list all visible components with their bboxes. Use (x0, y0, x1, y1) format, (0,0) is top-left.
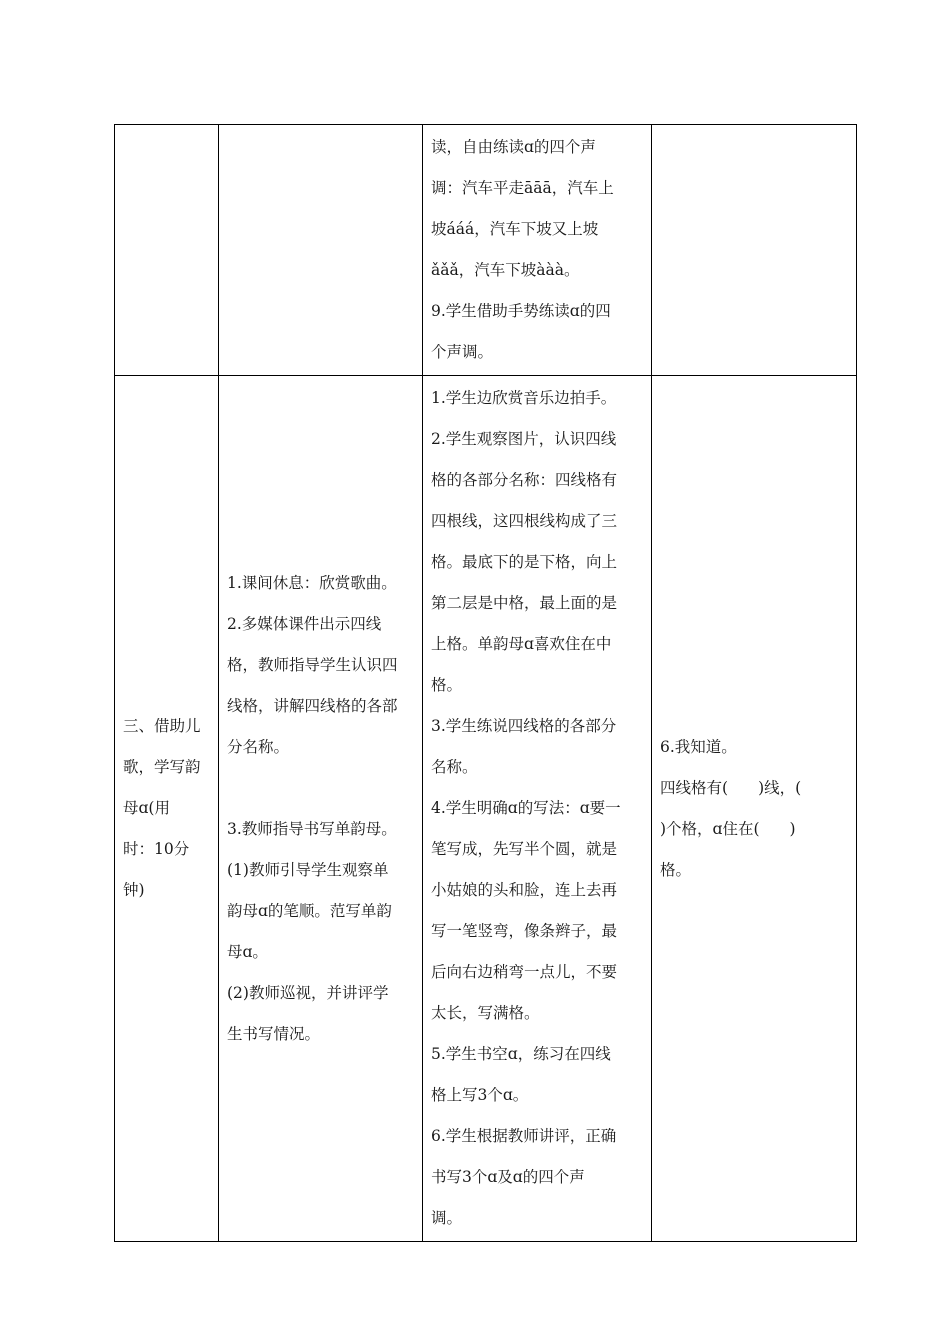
stage-cell (115, 376, 219, 1242)
text-line: 时：10分 (123, 840, 190, 858)
text-line (660, 768, 848, 809)
table-row (115, 125, 857, 376)
text-line: 分名称。 (227, 737, 290, 756)
text-line: 格的各部分名称：四线格有 (431, 471, 618, 489)
text-line: (1)教师引导学生观察单 (227, 860, 389, 879)
text-line: 书写3个ɑ及ɑ的四个声 (431, 1168, 585, 1186)
text-line: 四根线，这四根线构成了三 (431, 512, 618, 530)
text-line: 三、借助儿 (123, 717, 201, 735)
lesson-plan-table (114, 124, 857, 1242)
exercise-cell (652, 376, 857, 1242)
text-line: 6.学生根据教师讲评，正确 (431, 1127, 617, 1145)
text-line: 母ɑ。 (227, 942, 268, 961)
text-line: 第二层是中格，最上面的是 (431, 594, 618, 612)
text-line (660, 809, 848, 850)
text-line: ǎǎǎ，汽车下坡ààà。 (431, 261, 580, 279)
text-line: 太长，写满格。 (431, 1004, 540, 1022)
text-line: 线格，讲解四线格的各部 (227, 696, 398, 715)
text-line: 读，自由练读ɑ的四个声 (431, 138, 596, 156)
text-line: 坡ááá，汽车下坡又上坡 (431, 220, 599, 238)
blank-prefix: )个格，ɑ住在( (660, 819, 760, 838)
text-line: 生书写情况。 (227, 1024, 321, 1043)
text-line: 后向右边稍弯一点儿，不要 (431, 963, 618, 981)
text-line: 4.学生明确ɑ的写法：ɑ要一 (431, 799, 621, 817)
text-line: 名称。 (431, 758, 478, 776)
text-line: 格。最底下的是下格，向上 (431, 553, 618, 571)
text-line: 歌，学写韵 (123, 758, 201, 776)
text-line: 格。 (660, 860, 692, 879)
text-line: 写一笔竖弯，像条辫子，最 (431, 922, 618, 940)
text-line: 上格。单韵母ɑ喜欢住在中 (431, 635, 612, 653)
teacher-activity-cell (219, 376, 423, 1242)
text-line: 钟) (123, 881, 145, 899)
text-line: 6.我知道。 (660, 737, 737, 756)
text-line: 3.教师指导书写单韵母。 (227, 819, 397, 838)
student-activity-cell (423, 125, 652, 376)
text-line: 韵母ɑ的笔顺。范写单韵 (227, 901, 392, 920)
text-line: 格上写3个ɑ。 (431, 1086, 529, 1104)
paragraph-gap (227, 768, 414, 809)
text-line: 小姑娘的头和脸，连上去再 (431, 881, 618, 899)
text-line: 个声调。 (431, 343, 494, 361)
blank-suffix: )线，( (758, 778, 802, 797)
text-line: 1.课间休息：欣赏歌曲。 (227, 573, 397, 592)
text-line: 1.学生边欣赏音乐边拍手。 (431, 389, 617, 407)
blank-suffix: ) (789, 819, 796, 838)
text-line: 3.学生练说四线格的各部分 (431, 717, 617, 735)
student-activity-cell (423, 376, 652, 1242)
text-line: 9.学生借助手势练读ɑ的四 (431, 302, 611, 320)
text-line: 2.多媒体课件出示四线 (227, 614, 382, 633)
text-line: (2)教师巡视，并讲评学 (227, 983, 389, 1002)
text-line: 格。 (431, 676, 463, 694)
text-line: 母ɑ(用 (123, 799, 170, 817)
text-line: 调：汽车平走āāā，汽车上 (431, 179, 614, 197)
stage-cell (115, 125, 219, 376)
text-line: 2.学生观察图片，认识四线 (431, 430, 617, 448)
blank-prefix: 四线格有( (660, 778, 729, 797)
text-line: 调。 (431, 1209, 463, 1227)
teacher-activity-cell (219, 125, 423, 376)
text-line: 格，教师指导学生认识四 (227, 655, 398, 674)
exercise-cell (652, 125, 857, 376)
table-row (115, 376, 857, 1242)
text-line: 笔写成，先写半个圆，就是 (431, 840, 618, 858)
text-line: 5.学生书空ɑ，练习在四线 (431, 1045, 611, 1063)
